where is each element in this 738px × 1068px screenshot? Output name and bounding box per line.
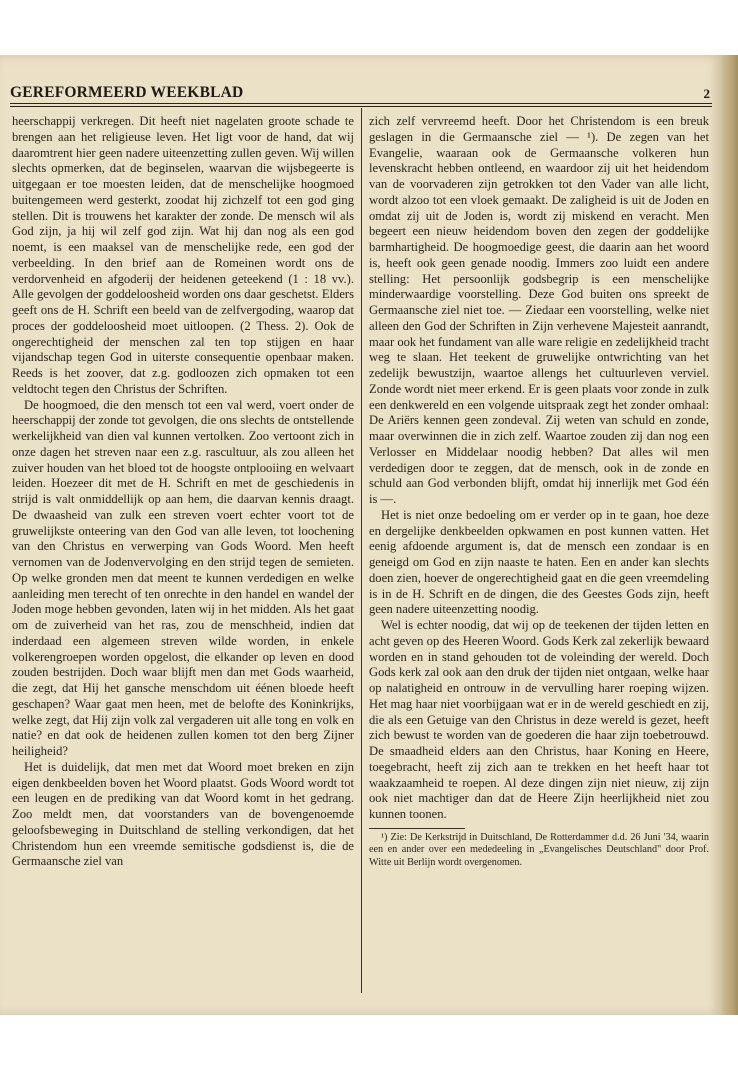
page-number: 2 bbox=[703, 86, 710, 101]
header-rule-top bbox=[10, 103, 712, 104]
right-paragraph-2: Het is niet onze bedoeling om er verder op in te gaan, hoe deze en dergelijke denkbeelden opkwamen en post kunnen vatten. Het eenig afdoende argument is, dat de mensch een zondaar is en geneigd om God en zijn naaste te haten. Een en ander kan slechts doen zien, hoever de ongerechtigheid gaat en die geen vreemdeling is in de H. Schrift en de dingen, die des Geestes Gods zijn, heeft geen nadere uiteenzetting noodig. bbox=[369, 507, 709, 617]
masthead-title: GEREFORMEERD WEEKBLAD bbox=[10, 84, 244, 101]
header-rule-bottom bbox=[10, 106, 712, 107]
right-paragraph-3: Wel is echter noodig, dat wij op de teekenen der tijden letten en acht geven op des Heeren Woord. Gods Kerk zal zekerlijk bewaard worden en in stand gehouden tot de voleinding der wereld. Doch Gods kerk zal ook aan den druk der tijden niet ontgaan, welke haar op nalatigheid en ontrouw in de vervulling harer roeping wijzen. Het mag haar niet voorbijgaan wat er in de wereld geschiedt en zij, die als een Getuige van den Christus in deze wereld is gezet, heeft zich bewust te worden van de goederen die haar zijn toebetrouwd. De smaadheid elders aan den Christus, haar Koning en Heere, toegebracht, heeft zij zich aan te trekken en het heeft haar tot waakzaamheid te roepen. Al deze dingen zijn niet nieuw, zij zijn ook niet machtiger dan dat de Heere Zijn heerlijkheid niet zou kunnen toonen. bbox=[369, 618, 709, 821]
left-column bbox=[12, 114, 354, 870]
footnote: ¹) Zie: De Kerkstrijd in Duitschland, De Rotterdammer d.d. 26 Juni '34, waarin een en ander over een mededeeling in „Evangelisches Deutschland" door Prof. Witte uit Berlijn wordt overgenomen. bbox=[369, 831, 709, 868]
column-divider bbox=[361, 108, 362, 993]
left-paragraph-3: Het is duidelijk, dat men met dat Woord moet breken en zijn eigen denkbeelden boven het Woord plaatst. Gods Woord wordt tot een leugen en de prediking van dat Woord komt in het gedrang. Zoo meldt men, dat voorstanders van de bovengenoemde geloofsbeweging in Duitschland de stelling verkondigen, dat het Christendom hun een vreemde semitische godsdienst is, die de Germaansche ziel van bbox=[12, 759, 354, 869]
page-binding-edge bbox=[722, 55, 738, 1015]
right-column bbox=[369, 114, 709, 870]
left-paragraph-2: De hoogmoed, die den mensch tot een val werd, voert onder de heerschappij der zonde tot gevolgen, die ons slechts de ontstellende werkelijkheid van dien val kunnen vertolken. Zoo vertoont zich in onze dagen het streven naar een z.g. rascultuur, als zou alleen het zuiver houden van het bloed tot de hoogste ontplooiing en welvaart leiden. Hoezeer dit met de H. Schrift en met de geschiedenis in strijd is valt onmiddellijk op aan hem, die daarvan kennis draagt. De dwaasheid van zulk een streven voert echter voort tot de gruwelijkste onteering van den God van alle leven, tot loochening van den Christus en verwerping van Gods Woord. Men heeft vernomen van de Jodenvervolging en den strijd tegen de semieten. Op welke gronden men dat meent te kunnen verdedigen en welke aanleiding men terecht of ten onrechte in den handel en wandel der Joden moge hebben gevonden, laten wij in het midden. Als het gaat om de zuiverheid van het ras, zou de menschheid, indien dat inderdaad een algemeen streven wilde worden, in enkele volkerengroepen worden opgelost, die elkander op leven en dood zouden bestrijden. Doch waar blijft men dan met Gods waarheid, die zegt, dat Hij het gansche menschdom uit éénen bloede heeft geschapen? Waar gaat men heen, met de belofte des Koninkrijks, welke zegt, dat Hij zijn volk zal vergaderen uit alle tong en volk en natie? en dat ook de heidenen zullen komen tot den berg Zijner heiligheid? bbox=[12, 397, 354, 758]
page-header bbox=[10, 84, 710, 104]
left-paragraph-1: heerschappij verkregen. Dit heeft niet nagelaten groote schade te brengen aan het religieuse leven. Het ligt voor de hand, dat wij daaromtrent hier geen nadere uiteenzetting zullen geven. Wij willen slechts opmerken, dat de beginselen, waarvan die wijsbegeerte is uitgegaan er toe moesten leiden, dat de menschelijke hoogmoed buitengemeen werd gesterkt, zoodat hij zichzelf tot een god ging stellen. Dit is trouwens het karakter der zonde. De mensch wil als God zijn, ja hij wil zelf god zijn. Wat hij dan nog als een god noemt, is een maaksel van de menschelijke rede, een god der verbeelding. In den brief aan de Romeinen wordt ons de verdorvenheid en afgoderij der heidenen geteekend (1 : 18 vv.). Alle gevolgen der goddeloosheid worden ons daar geschetst. Elders geeft ons de H. Schrift een beeld van de zelfvergoding, waarop dat proces der goddeloosheid moet uitloopen. (2 Thess. 2). Ook de ongerechtigheid der menschen zal ten top stijgen en haar vijandschap tegen God in uiterste consequentie openbaar maken. Reeds is het zoover, dat z.g. godloozen zich opmaken tot een veldtocht tegen den Christus der Schriften. bbox=[12, 114, 354, 396]
footnote-rule bbox=[369, 828, 465, 829]
right-paragraph-1: zich zelf vervreemd heeft. Door het Christendom is een breuk geslagen in die Germaansche ziel — ¹). De zegen van het Evangelie, waaraan ook de Germaansche volkeren hun levenskracht hebben ontleend, en waardoor zij uit het heidendom van de voorvaderen zijn getrokken tot den Vader van alle licht, wordt alzoo tot een vloek gemaakt. De zaligheid is uit de Joden en omdat zij uit de Joden is, wordt zij miskend en veracht. Men begeert een nieuw heidendom boven den zegen der goddelijke barmhartigheid. De hoogmoedige geest, die daarin aan het woord is, heeft ook geen genade noodig. Immers zoo luidt een andere stelling: Het persoonlijk godsbegrip is een menschelijke minderwaardige voorstelling. Deze God buiten ons spreekt de Germaansche ziel niet toe. — Ziedaar een voorstelling, welke niet alleen den God der Schriften in Zijn verhevene Majesteit aanrandt, maar ook het fundament van alle ware religie en zedelijkheid tracht weg te slaan. Het teekent de gruwelijke ontwrichting van het zedelijk bewustzijn, waartoe allengs het cultuurleven verviel. Zonde wordt niet meer erkend. Er is geen plaats voor zonde in zulk een denkwereld en een volgende uitspraak zegt het zonder omhaal: De Ariërs kennen geen zondeval. Zij weten van schuld en zonde, maar overwinnen die in zich zelf. Waartoe zouden zij dan nog een Verlosser en Middelaar noodig hebben? Dat alles wil men verdedigen door te zeggen, dat de mensch, ook in de zonde en schuld aan God verbonden blijft, omdat hij innerlijk met God één is —. bbox=[369, 114, 709, 506]
